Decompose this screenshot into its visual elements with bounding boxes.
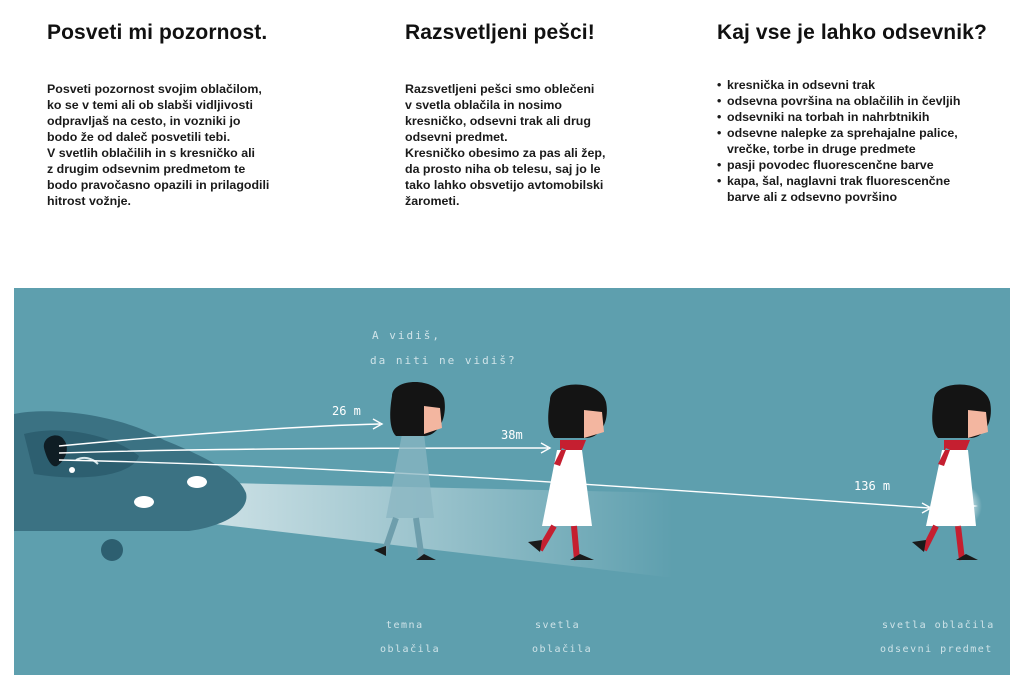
text-line: v svetla oblačila in nosimo (405, 98, 563, 112)
text-line: hitrost vožnje. (47, 194, 131, 208)
question-line-2: da niti ne vidiš? (370, 354, 517, 367)
headlight-left-icon (134, 496, 154, 508)
caption-reflector-2: odsevni predmet (880, 644, 993, 655)
list-item: • odsevniki na torbah in nahrbtnikih (717, 110, 930, 124)
caption-light-1: svetla (535, 620, 581, 631)
heading-attention: Posveti mi pozornost. (47, 21, 268, 44)
car-indicator (69, 467, 75, 473)
distance-label-38m: 38m (501, 428, 523, 442)
text-line: Razsvetljeni pešci smo oblečeni (405, 82, 595, 96)
list-item-text: odsevna površina na oblačilih in čevljih (727, 94, 961, 108)
text-line: Kresničko obesimo za pas ali žep, (405, 146, 606, 160)
list-item: • pasji povodec fluorescenčne barve (717, 158, 934, 172)
distance-label-136m: 136 m (854, 479, 891, 493)
paragraph-lit-pedestrians (405, 81, 605, 209)
list-item: • kresnička in odsevni trak (717, 78, 876, 92)
text-line: žarometi. (405, 194, 460, 208)
distance-label-26m: 26 m (332, 404, 361, 418)
list-item: • kapa, šal, naglavni trak fluorescenčne barve ali z odsevno površino (717, 173, 960, 205)
list-item: • odsevna površina na oblačilih in čevljih (717, 94, 961, 108)
car-wheel (101, 539, 123, 561)
caption-dark-1: temna (386, 620, 424, 631)
question-line-1: A vidiš, (372, 329, 441, 342)
leg (958, 526, 962, 560)
caption-reflector-1: svetla oblačila (882, 620, 995, 631)
list-item-text-continued: vrečke, torbe in druge predmete (727, 142, 916, 156)
list-item-text: pasji povodec fluorescenčne barve (727, 158, 934, 172)
paragraph-attention (47, 81, 269, 209)
list-item-text: odsevniki na torbah in nahrbtnikih (727, 110, 930, 124)
list-item: • odsevne nalepke za sprehajalne palice, vrečke, torbe in druge predmete (717, 125, 960, 157)
list-item-text: kapa, šal, naglavni trak fluorescenčne (727, 174, 951, 188)
text-line: bodo že od daleč posvetili tebi. (47, 130, 231, 144)
heading-reflectors: Kaj vse je lahko odsevnik? (717, 21, 987, 44)
text-line: Posveti pozornost svojim oblačilom, (47, 82, 262, 96)
reflector-list (717, 77, 960, 205)
leg (574, 526, 577, 560)
text-line: odpravljaš na cesto, in vozniki jo (47, 114, 241, 128)
text-line: tako lahko obsvetijo avtomobilski (405, 178, 604, 192)
text-line: z drugim odsevnim predmetom te (47, 162, 246, 176)
text-line: da prosto niha ob telesu, saj jo le (405, 162, 601, 176)
illustration-canvas (14, 288, 1010, 675)
list-item-text-continued: barve ali z odsevno površino (727, 190, 898, 204)
text-line: ko se v temi ali ob slabši vidljivosti (47, 98, 253, 112)
caption-light-2: oblačila (532, 644, 593, 655)
text-line: V svetlih oblačilih in s kresničko ali (47, 146, 255, 160)
headlight-right-icon (187, 476, 207, 488)
illustration-night-visibility (14, 288, 1010, 675)
text-line: kresničko, odsevni trak ali drug (405, 114, 591, 128)
heading-lit-pedestrians: Razsvetljeni pešci! (405, 21, 595, 44)
text-line: bodo pravočasno opazili in prilagodili (47, 178, 270, 192)
list-item-text: odsevne nalepke za sprehajalne palice, (727, 126, 958, 140)
caption-dark-2: oblačila (380, 644, 441, 655)
list-item-text: kresnička in odsevni trak (727, 78, 876, 92)
text-line: odsevni predmet. (405, 130, 508, 144)
